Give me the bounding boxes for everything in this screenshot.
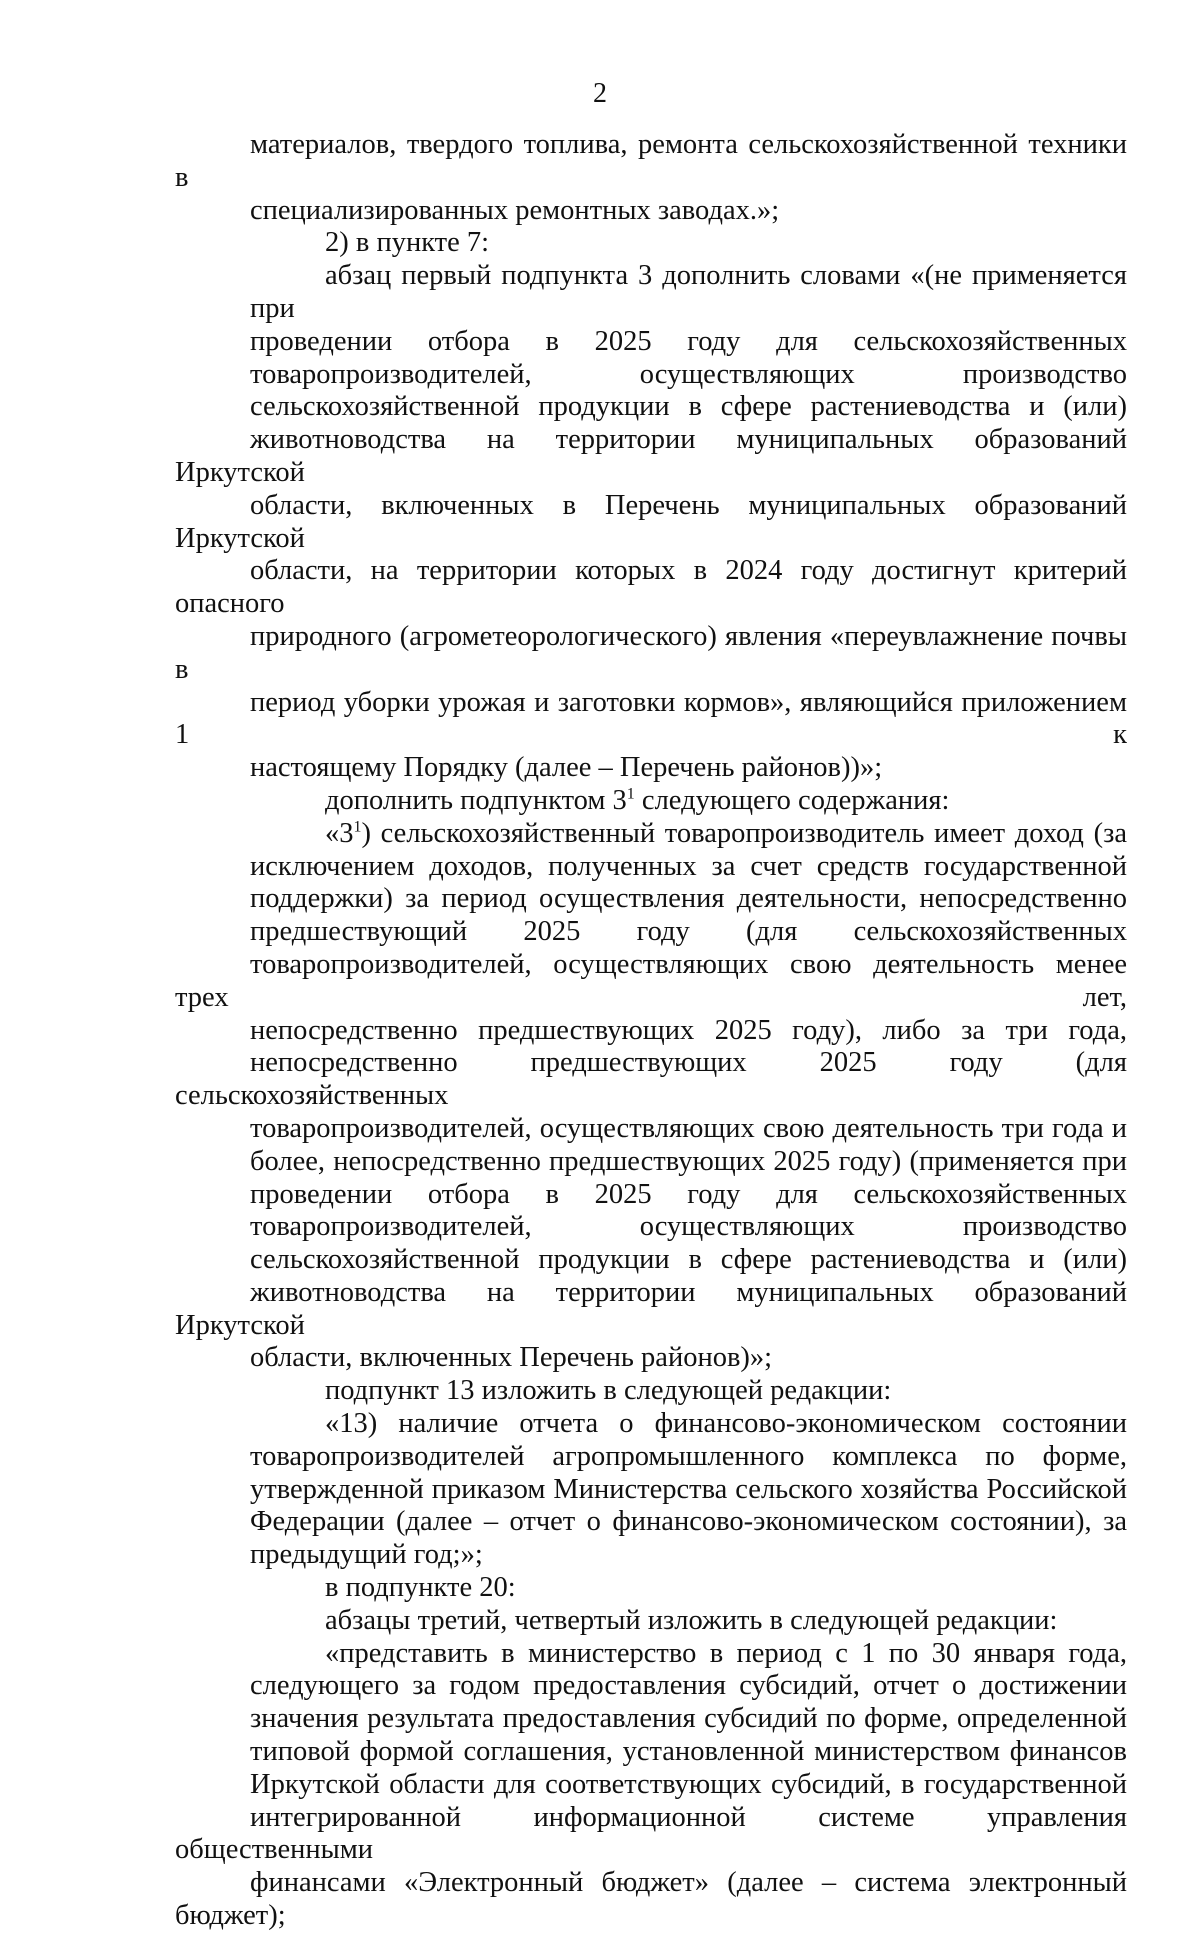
text-line	[175, 818, 1127, 851]
text-line: следующего за годом предоставления субсидий, отчет о достижении	[250, 1670, 1127, 1702]
text-line: товаропроизводителей, осуществляющих свою деятельность три года и	[250, 1112, 1127, 1144]
text-line: непосредственно предшествующих 2025 году (для сельскохозяйственных	[175, 1047, 1127, 1112]
text-line: товаропроизводителей, осуществляющих производство	[250, 358, 1127, 390]
text-line: настоящему Порядку (далее – Перечень районов))»;	[250, 752, 883, 784]
text-line: Иркутской области для соответствующих субсидий, в государственной	[250, 1768, 1127, 1800]
paragraph	[175, 818, 1127, 1376]
text-line: типовой формой соглашения, установленной министерством финансов	[250, 1736, 1127, 1768]
text-fragment: «3	[325, 817, 354, 849]
text-line: более, непосредственно предшествующих 2025 году) (применяется при	[250, 1145, 1127, 1177]
paragraph	[175, 1375, 1127, 1408]
text-fragment: ) сельскохозяйственный товаропроизводитель имеет доход (за	[361, 817, 1127, 849]
text-line: товаропроизводителей, осуществляющих свою деятельность менее трех лет,	[175, 948, 1127, 1013]
text-line: предшествующий 2025 году (для сельскохозяйственных	[250, 916, 1127, 948]
text-line: «13) наличие отчета о финансово-экономическом состоянии	[325, 1408, 1127, 1440]
text-line: предыдущий год;»;	[250, 1539, 483, 1571]
text-line: области, включенных в Перечень муниципальных образований Иркутской	[175, 489, 1127, 554]
text-line: области, на территории которых в 2024 году достигнут критерий опасного	[175, 555, 1127, 620]
text-line: «представить в министерство в период с 1 по 30 января года,	[325, 1637, 1127, 1669]
text-line: абзацы третий, четвертый изложить в следующей редакции:	[325, 1604, 1058, 1636]
paragraph	[175, 129, 1127, 227]
paragraph	[175, 227, 1127, 260]
superscript: 1	[353, 818, 362, 836]
text-line: специализированных ремонтных заводах.»;	[250, 194, 780, 226]
text-line: значения результата предоставления субсидий по форме, определенной	[250, 1703, 1127, 1735]
text-line: сельскохозяйственной продукции в сфере растениеводства и (или)	[250, 391, 1127, 423]
text-line: Федерации (далее – отчет о финансово-экономическом состоянии), за	[250, 1506, 1127, 1538]
text-line	[175, 785, 1127, 818]
text-line: сельскохозяйственной продукции в сфере растениеводства и (или)	[250, 1244, 1127, 1276]
text-line: утвержденной приказом Министерства сельского хозяйства Российской	[250, 1473, 1127, 1505]
text-line: материалов, твердого топлива, ремонта сельскохозяйственной техники в	[175, 129, 1127, 193]
superscript: 1	[626, 785, 635, 803]
text-line: проведении отбора в 2025 году для сельскохозяйственных	[250, 325, 1127, 357]
text-fragment: дополнить подпунктом 3	[325, 784, 627, 816]
text-line: 2) в пункте 7:	[325, 227, 490, 259]
text-line: животноводства на территории муниципальных образований Иркутской	[175, 1276, 1127, 1341]
text-line: финансами «Электронный бюджет» (далее – система электронный бюджет);	[175, 1867, 1127, 1932]
text-line: области, включенных Перечень районов)»;	[250, 1342, 773, 1374]
text-line: животноводства на территории муниципальных образований Иркутской	[175, 424, 1127, 488]
text-line: в подпункте 20:	[325, 1572, 516, 1604]
text-line: исключением доходов, полученных за счет средств государственной	[250, 850, 1127, 882]
paragraph	[175, 1408, 1127, 1572]
paragraph	[175, 785, 1127, 818]
page-number: 2	[593, 78, 607, 109]
text-fragment: следующего содержания:	[634, 784, 950, 816]
text-line: непосредственно предшествующих 2025 году), либо за три года,	[250, 1014, 1127, 1046]
paragraph	[175, 1638, 1127, 1933]
text-line: интегрированной информационной системе управления общественными	[175, 1801, 1127, 1866]
text-line: период уборки урожая и заготовки кормов», являющийся приложением 1 к	[175, 686, 1127, 751]
text-line: товаропроизводителей агропромышленного комплекса по форме,	[250, 1440, 1127, 1472]
text-line: поддержки) за период осуществления деятельности, непосредственно	[250, 883, 1127, 915]
paragraph	[175, 1605, 1127, 1638]
text-line: подпункт 13 изложить в следующей редакции:	[325, 1375, 892, 1407]
text-line: абзац первый подпункта 3 дополнить словами «(не применяется при	[250, 260, 1127, 324]
document-body	[175, 129, 1127, 1933]
paragraph	[175, 1572, 1127, 1605]
text-line: товаропроизводителей, осуществляющих производство	[250, 1211, 1127, 1243]
paragraph	[175, 260, 1127, 785]
text-line: природного (агрометеорологического) явления «переувлажнение почвы в	[175, 620, 1127, 685]
text-line: проведении отбора в 2025 году для сельскохозяйственных	[250, 1178, 1127, 1210]
